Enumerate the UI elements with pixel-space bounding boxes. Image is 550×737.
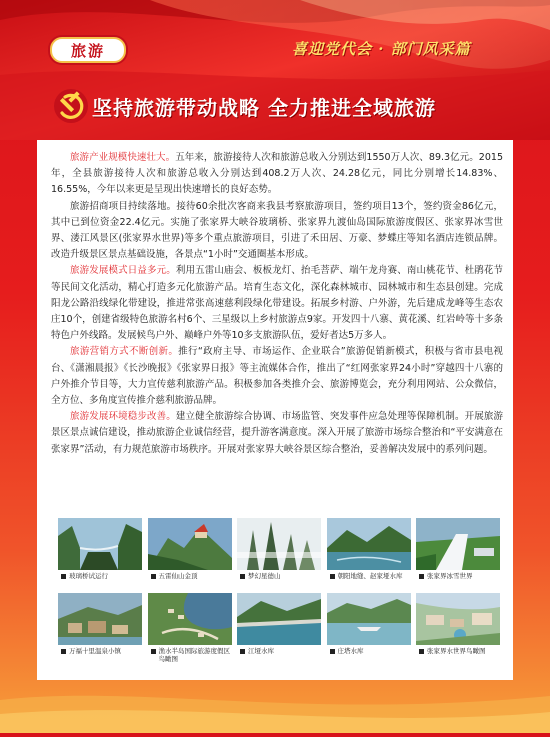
photo-caption-text: 江垭水库 xyxy=(248,647,274,655)
photo-caption-text: 万福十里温泉小镇 xyxy=(69,647,121,655)
photo-card xyxy=(148,593,232,663)
glass-bridge-photo xyxy=(58,518,142,570)
photo-card xyxy=(327,593,411,663)
photo-caption-text: 张家界冰雪世界 xyxy=(427,572,473,580)
photo-caption-text: 张家界水世界鸟瞰图 xyxy=(427,647,486,655)
water-world-aerial-photo xyxy=(416,593,500,645)
zhuangta-reservoir-photo xyxy=(327,593,411,645)
photo-caption-text: 梦幻星德山 xyxy=(248,572,281,580)
photo-card xyxy=(58,518,142,580)
photo-caption-text: 朝阳地缝、赵家垭水库 xyxy=(337,572,403,580)
photo-caption-text: 五雷仙山金顶 xyxy=(158,572,198,580)
reservoir-photo xyxy=(327,518,411,570)
paragraph-investment xyxy=(51,199,503,264)
photo-gallery-row-2 xyxy=(58,593,500,663)
paragraph-text: 五年来，旅游接待人次和旅游总收入分别达到1550万人次、89.3亿元。2015年，全县旅游接待人次和旅游总收入分别达到408.2万人次、24.28亿元，同比分别增长14.83%、16.55%，今年以来更是呈现出快速增长的良好态势。 xyxy=(51,152,503,196)
photo-card xyxy=(416,518,500,580)
paragraph-scale xyxy=(51,150,503,199)
article-body xyxy=(51,150,503,458)
paragraph-diversified xyxy=(51,263,503,344)
photo-card xyxy=(237,518,321,580)
paragraph-text: 利用五雷山庙会、板板龙灯、抬毛菩萨、端午龙舟赛、南山桃花节、杜鹃花节等民间文化活动，精心打造多元化旅游产品。培育生态文化，深化森林城市、园林城市和生态县创建。完成阳龙公路沿线绿化带建设，推进常张高速慈利段绿化带建设。拓展乡村游、户外游，先后建成龙峰等生态农庄10个，创建省级特色旅游名村6个、三星级以上乡村旅游点9家。开发四十八寨、黄花溪、红岩岭等十多条特色户外线路。发展候鸟户外、巅峰户外等10多支旅游队伍，爱好者达5万多人。 xyxy=(51,265,503,342)
resort-aerial-photo xyxy=(148,593,232,645)
paragraph-environment xyxy=(51,409,503,458)
misty-peaks-photo xyxy=(237,518,321,570)
snow-world-photo xyxy=(416,518,500,570)
jiangya-reservoir-photo xyxy=(237,593,321,645)
paragraph-marketing xyxy=(51,344,503,409)
photo-card xyxy=(148,518,232,580)
hammer-sickle-icon xyxy=(53,88,89,124)
header-slogan: 喜迎党代会 · 部门风采篇 xyxy=(292,40,471,58)
page-title: 坚持旅游带动战略 全力推进全域旅游 xyxy=(92,96,436,120)
hot-spring-town-photo xyxy=(58,593,142,645)
photo-card xyxy=(58,593,142,663)
photo-gallery-row-1 xyxy=(58,518,500,580)
photo-card xyxy=(416,593,500,663)
photo-card xyxy=(237,593,321,663)
paragraph-lead: 旅游发展环境稳步改善。 xyxy=(70,411,176,423)
mountain-temple-photo xyxy=(148,518,232,570)
photo-caption-text: 玻璃桥试运行 xyxy=(69,572,108,580)
photo-card xyxy=(327,518,411,580)
photo-caption-text: 渔水半岛国际旅游度假区鸟瞰图 xyxy=(158,647,230,663)
paragraph-text: 旅游招商项目持续落地。接待60余批次客商来我县考察旅游项目，签约项目13个，签约资金86亿元，其中已到位资金22.4亿元。实施了张家界大峡谷玻璃桥、张家界九渡仙岛国际旅游度假区、张家界冰雪世界、溇江风景区(张家界水世界)等多个重点旅游项目，引进了禾田居、万豪、梦蝶庄等知名酒店连锁品牌。改造升级景区景点基础设施，各景点“1小时”交通圈基本形成。 xyxy=(51,200,503,261)
paragraph-lead: 旅游营销方式不断创新。 xyxy=(70,346,179,358)
footer-decoration xyxy=(0,690,550,733)
paragraph-text: 建立健全旅游综合协调、市场监管、突发事件应急处理等保障机制。开展旅游景区景点诚信建设，推动旅游企业诚信经营，提升游客满意度。深入开展了旅游市场综合整治和“平安满意在张家界”活动，有力规范旅游市场秩序。开展对张家界大峡谷景区综合整治，妥善解决发展中的系列问题。 xyxy=(51,411,503,455)
photo-caption-text: 庄塔水库 xyxy=(337,647,364,655)
paragraph-text: 推行“政府主导、市场运作、企业联合”旅游促销新模式，积极与省市县电视台、《潇湘晨报》《长沙晚报》《张家界日报》等主流媒体合作，推出了“红网张家界24小时”穿越四十八寨的户外推介节目等，大力宣传慈利旅游产品。积极参加各类推介会、旅游博览会，充分利用网站、公众微信，全方位、多角度宣传推介慈利旅游品牌。 xyxy=(51,346,503,407)
section-tag-tourism: 旅游 xyxy=(50,37,126,63)
paragraph-lead: 旅游产业规模快速壮大。 xyxy=(70,152,176,163)
paragraph-lead: 旅游发展模式日益多元。 xyxy=(70,265,176,277)
